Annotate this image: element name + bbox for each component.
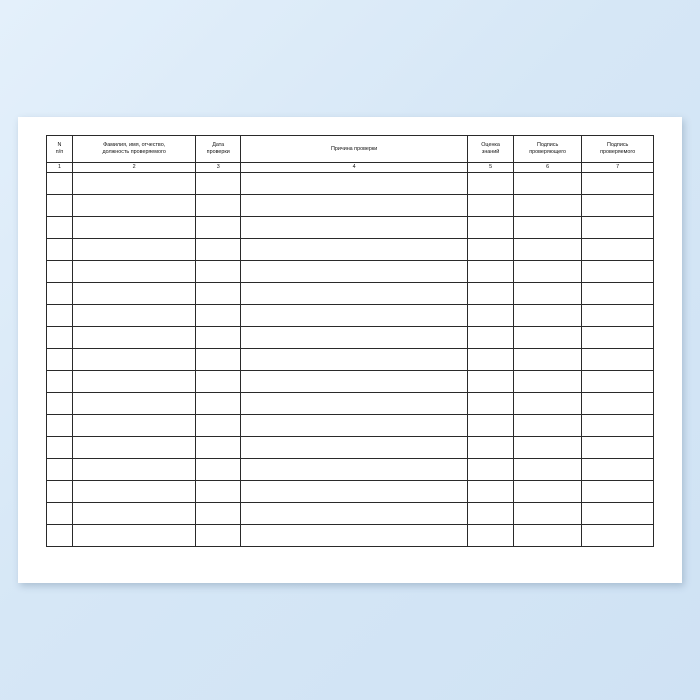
table-cell[interactable] — [582, 349, 654, 371]
table-cell[interactable] — [582, 195, 654, 217]
table-cell[interactable] — [241, 261, 468, 283]
table-cell[interactable] — [468, 305, 514, 327]
table-cell[interactable] — [582, 261, 654, 283]
table-cell[interactable] — [47, 459, 73, 481]
table-cell[interactable] — [241, 195, 468, 217]
header-line: Фамилия, имя, отчество, — [103, 142, 166, 149]
table-cell[interactable] — [241, 437, 468, 459]
table-cell[interactable] — [196, 371, 241, 393]
table-row[interactable] — [47, 261, 654, 283]
table-cell[interactable] — [582, 239, 654, 261]
table-cell[interactable] — [72, 195, 195, 217]
table-cell[interactable] — [241, 415, 468, 437]
header-line: проверяющего — [529, 149, 567, 155]
column-number: 7 — [582, 163, 654, 173]
column-number: 5 — [468, 163, 514, 173]
table-cell[interactable] — [468, 239, 514, 261]
document-paper — [18, 117, 682, 583]
table-cell[interactable] — [513, 393, 581, 415]
table-cell[interactable] — [241, 525, 468, 547]
table-cell[interactable] — [513, 261, 581, 283]
table-cell[interactable] — [468, 481, 514, 503]
table-row[interactable] — [47, 283, 654, 305]
table-cell[interactable] — [196, 239, 241, 261]
table-cell[interactable] — [196, 525, 241, 547]
table-cell[interactable] — [196, 327, 241, 349]
table-cell[interactable] — [47, 349, 73, 371]
table-cell[interactable] — [468, 459, 514, 481]
table-cell[interactable] — [196, 283, 241, 305]
table-cell[interactable] — [196, 305, 241, 327]
table-cell[interactable] — [468, 283, 514, 305]
table-cell[interactable] — [241, 503, 468, 525]
table-cell[interactable] — [241, 393, 468, 415]
table-cell[interactable] — [468, 217, 514, 239]
table-cell[interactable] — [72, 525, 195, 547]
table-cell[interactable] — [72, 305, 195, 327]
column-number: 6 — [513, 163, 581, 173]
table-cell[interactable] — [47, 525, 73, 547]
table-cell[interactable] — [196, 481, 241, 503]
table-cell[interactable] — [241, 371, 468, 393]
header-cell-number — [47, 136, 73, 163]
table-row[interactable] — [47, 217, 654, 239]
table-row[interactable] — [47, 393, 654, 415]
table-cell[interactable] — [582, 481, 654, 503]
table-cell[interactable] — [513, 371, 581, 393]
table-cell[interactable] — [513, 525, 581, 547]
table-cell[interactable] — [72, 261, 195, 283]
table-cell[interactable] — [47, 173, 73, 195]
table-cell[interactable] — [241, 217, 468, 239]
table-cell[interactable] — [513, 349, 581, 371]
table-cell[interactable] — [196, 217, 241, 239]
table-cell[interactable] — [582, 327, 654, 349]
table-cell[interactable] — [468, 173, 514, 195]
header-line: Подпись — [607, 142, 629, 149]
table-cell[interactable] — [47, 261, 73, 283]
table-cell[interactable] — [196, 261, 241, 283]
header-line: проверки — [206, 149, 230, 155]
table-cell[interactable] — [513, 459, 581, 481]
table-cell[interactable] — [72, 481, 195, 503]
table-cell[interactable] — [47, 481, 73, 503]
table-row[interactable] — [47, 371, 654, 393]
table-cell[interactable] — [47, 283, 73, 305]
table-cell[interactable] — [513, 217, 581, 239]
header-cell-inspector-signature — [513, 136, 581, 163]
table-cell[interactable] — [241, 481, 468, 503]
table-cell[interactable] — [513, 195, 581, 217]
table-cell[interactable] — [196, 349, 241, 371]
table-cell[interactable] — [241, 239, 468, 261]
table-cell[interactable] — [582, 371, 654, 393]
table-cell[interactable] — [196, 195, 241, 217]
table-cell[interactable] — [582, 283, 654, 305]
table-cell[interactable] — [72, 393, 195, 415]
table-cell[interactable] — [47, 305, 73, 327]
column-number: 1 — [47, 163, 73, 173]
table-cell[interactable] — [72, 503, 195, 525]
table-cell[interactable] — [513, 327, 581, 349]
header-cell-grade — [468, 136, 514, 163]
table-row[interactable] — [47, 437, 654, 459]
table-cell[interactable] — [513, 503, 581, 525]
table-cell[interactable] — [468, 503, 514, 525]
table-cell[interactable] — [241, 349, 468, 371]
header-cell-date — [196, 136, 241, 163]
header-line: должность проверяемого — [102, 149, 166, 155]
table-cell[interactable] — [72, 349, 195, 371]
header-cell-inspected-signature — [582, 136, 654, 163]
table-row[interactable] — [47, 327, 654, 349]
table-cell[interactable] — [582, 437, 654, 459]
header-line: Дата — [212, 142, 225, 149]
header-line: Оценка — [481, 142, 500, 149]
table-cell[interactable] — [582, 459, 654, 481]
table-cell[interactable] — [513, 415, 581, 437]
header-cell-reason — [241, 136, 468, 163]
table-cell[interactable] — [468, 371, 514, 393]
table-cell[interactable] — [72, 459, 195, 481]
table-cell[interactable] — [47, 195, 73, 217]
table-cell[interactable] — [72, 173, 195, 195]
table-cell[interactable] — [47, 437, 73, 459]
table-cell[interactable] — [72, 371, 195, 393]
header-line: п/п — [55, 149, 64, 155]
table-cell[interactable] — [241, 283, 468, 305]
table-row[interactable] — [47, 459, 654, 481]
table-row[interactable] — [47, 195, 654, 217]
table-cell[interactable] — [241, 459, 468, 481]
table-cell[interactable] — [468, 525, 514, 547]
table-cell[interactable] — [47, 217, 73, 239]
table-cell[interactable] — [241, 305, 468, 327]
header-cell-fullname — [72, 136, 195, 163]
table-cell[interactable] — [196, 437, 241, 459]
table-row[interactable] — [47, 349, 654, 371]
table-row[interactable] — [47, 173, 654, 195]
table-cell[interactable] — [582, 305, 654, 327]
table-cell[interactable] — [513, 173, 581, 195]
table-cell[interactable] — [582, 173, 654, 195]
table-cell[interactable] — [513, 437, 581, 459]
table-cell[interactable] — [582, 525, 654, 547]
table-cell[interactable] — [582, 217, 654, 239]
journal-table-body — [47, 136, 654, 547]
table-cell[interactable] — [468, 437, 514, 459]
table-cell[interactable] — [47, 393, 73, 415]
table-cell[interactable] — [47, 371, 73, 393]
table-cell[interactable] — [47, 415, 73, 437]
table-row[interactable] — [47, 503, 654, 525]
header-line: знаний — [481, 149, 500, 155]
table-row[interactable] — [47, 525, 654, 547]
table-cell[interactable] — [72, 327, 195, 349]
table-cell[interactable] — [196, 459, 241, 481]
header-line: Подпись — [536, 142, 559, 149]
table-cell[interactable] — [468, 327, 514, 349]
table-cell[interactable] — [196, 503, 241, 525]
column-number: 4 — [241, 163, 468, 173]
table-cell[interactable] — [468, 393, 514, 415]
table-cell[interactable] — [72, 415, 195, 437]
header-line: N — [57, 142, 62, 149]
table-cell[interactable] — [513, 305, 581, 327]
table-cell[interactable] — [582, 393, 654, 415]
header-line: проверяемого — [600, 149, 636, 155]
journal-table-wrapper — [46, 135, 654, 547]
table-cell[interactable] — [72, 437, 195, 459]
header-line: Причина проверки — [331, 145, 378, 152]
table-row[interactable] — [47, 415, 654, 437]
table-cell[interactable] — [241, 327, 468, 349]
table-cell[interactable] — [72, 217, 195, 239]
table-cell[interactable] — [513, 283, 581, 305]
table-row[interactable] — [47, 481, 654, 503]
table-row[interactable] — [47, 239, 654, 261]
table-cell[interactable] — [72, 283, 195, 305]
table-cell[interactable] — [196, 393, 241, 415]
table-cell[interactable] — [47, 239, 73, 261]
table-cell[interactable] — [513, 239, 581, 261]
table-cell[interactable] — [468, 261, 514, 283]
column-number: 3 — [196, 163, 241, 173]
table-cell[interactable] — [47, 503, 73, 525]
table-cell[interactable] — [582, 415, 654, 437]
table-cell[interactable] — [468, 415, 514, 437]
table-cell[interactable] — [196, 415, 241, 437]
table-cell[interactable] — [241, 173, 468, 195]
table-cell[interactable] — [468, 349, 514, 371]
table-cell[interactable] — [513, 481, 581, 503]
table-cell[interactable] — [47, 327, 73, 349]
table-cell[interactable] — [196, 173, 241, 195]
table-cell[interactable] — [72, 239, 195, 261]
table-header-row — [47, 136, 654, 163]
table-cell[interactable] — [582, 503, 654, 525]
table-cell[interactable] — [468, 195, 514, 217]
column-number: 2 — [72, 163, 195, 173]
journal-table — [46, 135, 654, 547]
table-row[interactable] — [47, 305, 654, 327]
table-column-number-row — [47, 163, 654, 173]
